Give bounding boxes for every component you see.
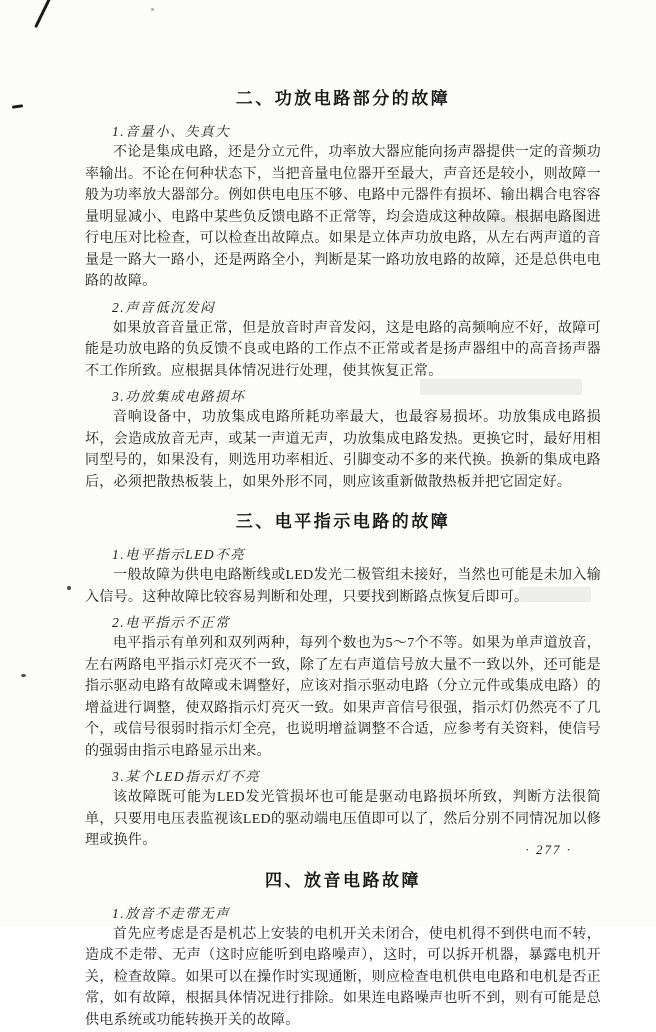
ink-speck [151, 8, 154, 11]
subsection-heading: 1.放音不走带无声 [112, 905, 231, 921]
subsection-heading: 2.声音低沉发闷 [112, 299, 216, 315]
paragraph: 不论是集成电路，还是分立元件，功率放大器应能向扬声器提供一定的音频功率输出。不论在何种状态下，当把音量电位器开至最大，声音还是较小，则故障一般为功率放大器部分。例如供电电压不够、电路中元器件有损坏、输出耦合电容容量明显减小、电路中某些负反馈电路不正常等，均会造成这种故障。根据电路图进行电压对比检查，可以检查出故障点。如果是立体声功放电路，从左右两声道的音量是一路大一路小，还是两路全小，判断是某一路功放电路的故障，还是总供电电路的故障。 [85, 145, 601, 289]
pen-slash-mark [34, 0, 50, 28]
paragraph: 电平指示有单列和双列两种，每列个数也为5～7个不等。如果为单声道放音，左右两路电平指示灯亮灭不一致，除了左右声道信号放大量不一致以外，还可能是指示驱动电路有故障或未调整好，应该对指示驱动电路（分立元件或集成电路）的增益进行调整，使双路指示灯亮灭一致。如果声音信号很强，指示灯仍然亮不了几个，或信号很弱时指示灯全亮，也说明增益调整不合适，应参考有关资料，使信号的强弱由指示电路显示出来。 [85, 636, 601, 759]
paragraph: 首先应考虑是否是机芯上安装的电机开关未闭合，使电机得不到供电而不转，造成不走带、无声（这时应能听到电路噪声），这时，可以拆开机器，暴露电机开关，检查故障。如果可以在操作时实现通断，则应检查电机供电电路和电机是否正常，如有故障，根据具体情况进行排除。如果连电路噪声也听不到，则有可能是总供电系统或功能转换开关的故障。 [85, 926, 601, 1028]
subsection-heading: 3.某个LED指示灯不亮 [112, 769, 261, 784]
pen-dash-mark [12, 104, 23, 108]
paragraph: 一般故障为供电电路断线或LED发光二极管组未接好，当然也可能是未加入输入信号。这种故障比较容易判断和处理，只要找到断路点恢复后即可。 [85, 568, 601, 605]
paragraph: 音响设备中，功放集成电路所耗功率最大，也最容易损坏。功放集成电路损坏，会造成放音无声，或某一声道无声，功放集成电路发热。更换它时，最好用相同型号的，如果没有，则选用功率相近、引脚变动不多的来代换。换新的集成电路后，必须把散热板装上，如果外形不同，则应该重新做散热板并把它固定好。 [85, 410, 601, 490]
section-title-amplifier-faults: 二、功放电路部分的故障 [235, 89, 451, 108]
page-content [85, 84, 601, 1032]
ink-speck [21, 674, 26, 677]
subsection-heading: 2.电平指示不正常 [112, 615, 231, 630]
section-title-level-indicator-faults: 三、电平指示电路的故障 [235, 512, 451, 531]
section-title-playback-circuit-faults: 四、放音电路故障 [265, 870, 421, 890]
ink-speck [67, 586, 71, 590]
subsection-heading: 1.电平指示LED不亮 [112, 547, 246, 562]
page-number: · 277 · [525, 842, 572, 857]
paragraph: 该故障既可能为LED发光管损坏也可能是驱动电路损坏所致，判断方法很简单，只要用电压表监视该LED的驱动端电压值即可以了，然后分别不同情况加以修理或换件。 [85, 790, 601, 848]
subsection-heading: 1.音量小、失真大 [112, 124, 231, 139]
subsection-heading: 3.功放集成电路损坏 [112, 389, 246, 404]
paragraph: 如果放音音量正常，但是放音时声音发闷，这是电路的高频响应不好，故障可能是功放电路的负反馈不良或电路的工作点不正常或者是扬声器组中的高音扬声器不工作所致。应根据具体情况进行处理，使其恢复正常。 [85, 320, 601, 379]
